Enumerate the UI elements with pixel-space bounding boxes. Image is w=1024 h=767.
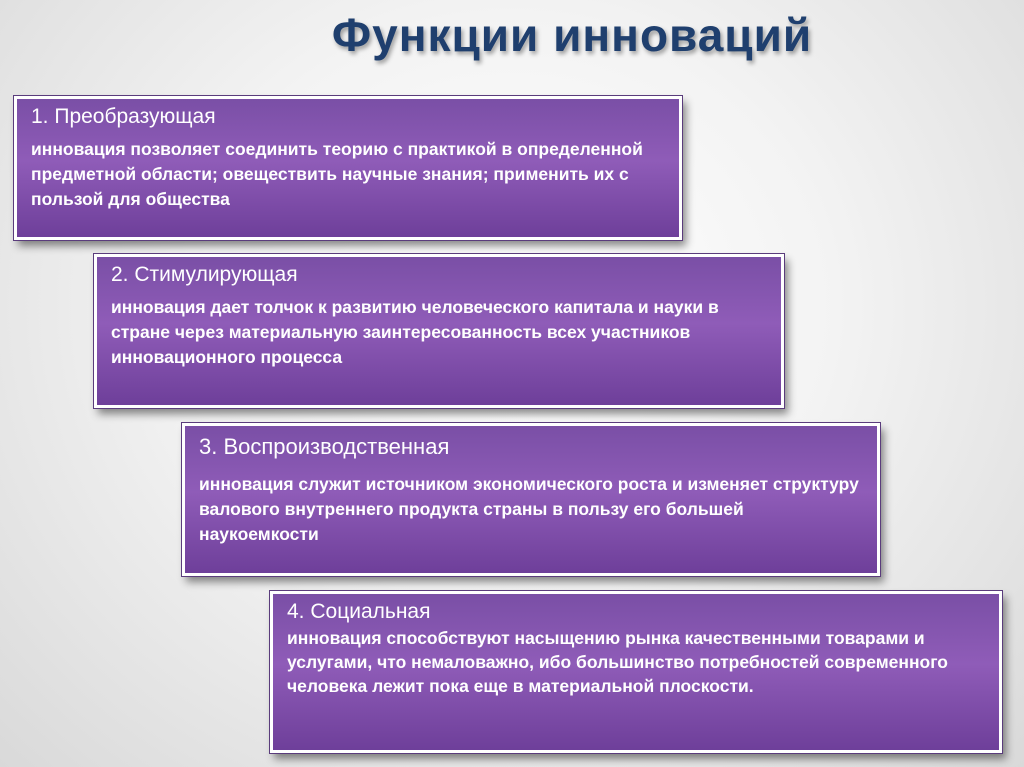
function-card-stimulating xyxy=(94,254,784,408)
card-body: инновация способствуют насыщению рынка качественными товарами и услугами, что немаловажно, ибо большинство потребностей современного человека лежит пока еще в материальной плоскости. xyxy=(287,628,948,696)
function-card-transforming xyxy=(14,96,682,240)
slide-title: Функции инноваций xyxy=(331,9,813,61)
card-body: инновация позволяет соединить теорию с практикой в определенной предметной области; овеществить научные знания; применить их с пользой для общества xyxy=(31,139,643,209)
card-heading: 3. Воспроизводственная xyxy=(199,434,450,459)
card-body: инновация дает толчок к развитию человеческого капитала и науки в стране через материальную заинтересованность всех участников инновационного процесса xyxy=(111,297,719,367)
function-card-reproductive xyxy=(182,423,880,576)
function-card-social xyxy=(270,591,1002,753)
card-body: инновация служит источником экономического роста и изменяет структуру валового внутреннего продукта страны в пользу его большей наукоемкости xyxy=(199,474,859,544)
card-heading: 2. Стимулирующая xyxy=(111,263,298,286)
card-heading: 1. Преобразующая xyxy=(31,105,216,128)
card-heading: 4. Социальная xyxy=(287,600,431,623)
